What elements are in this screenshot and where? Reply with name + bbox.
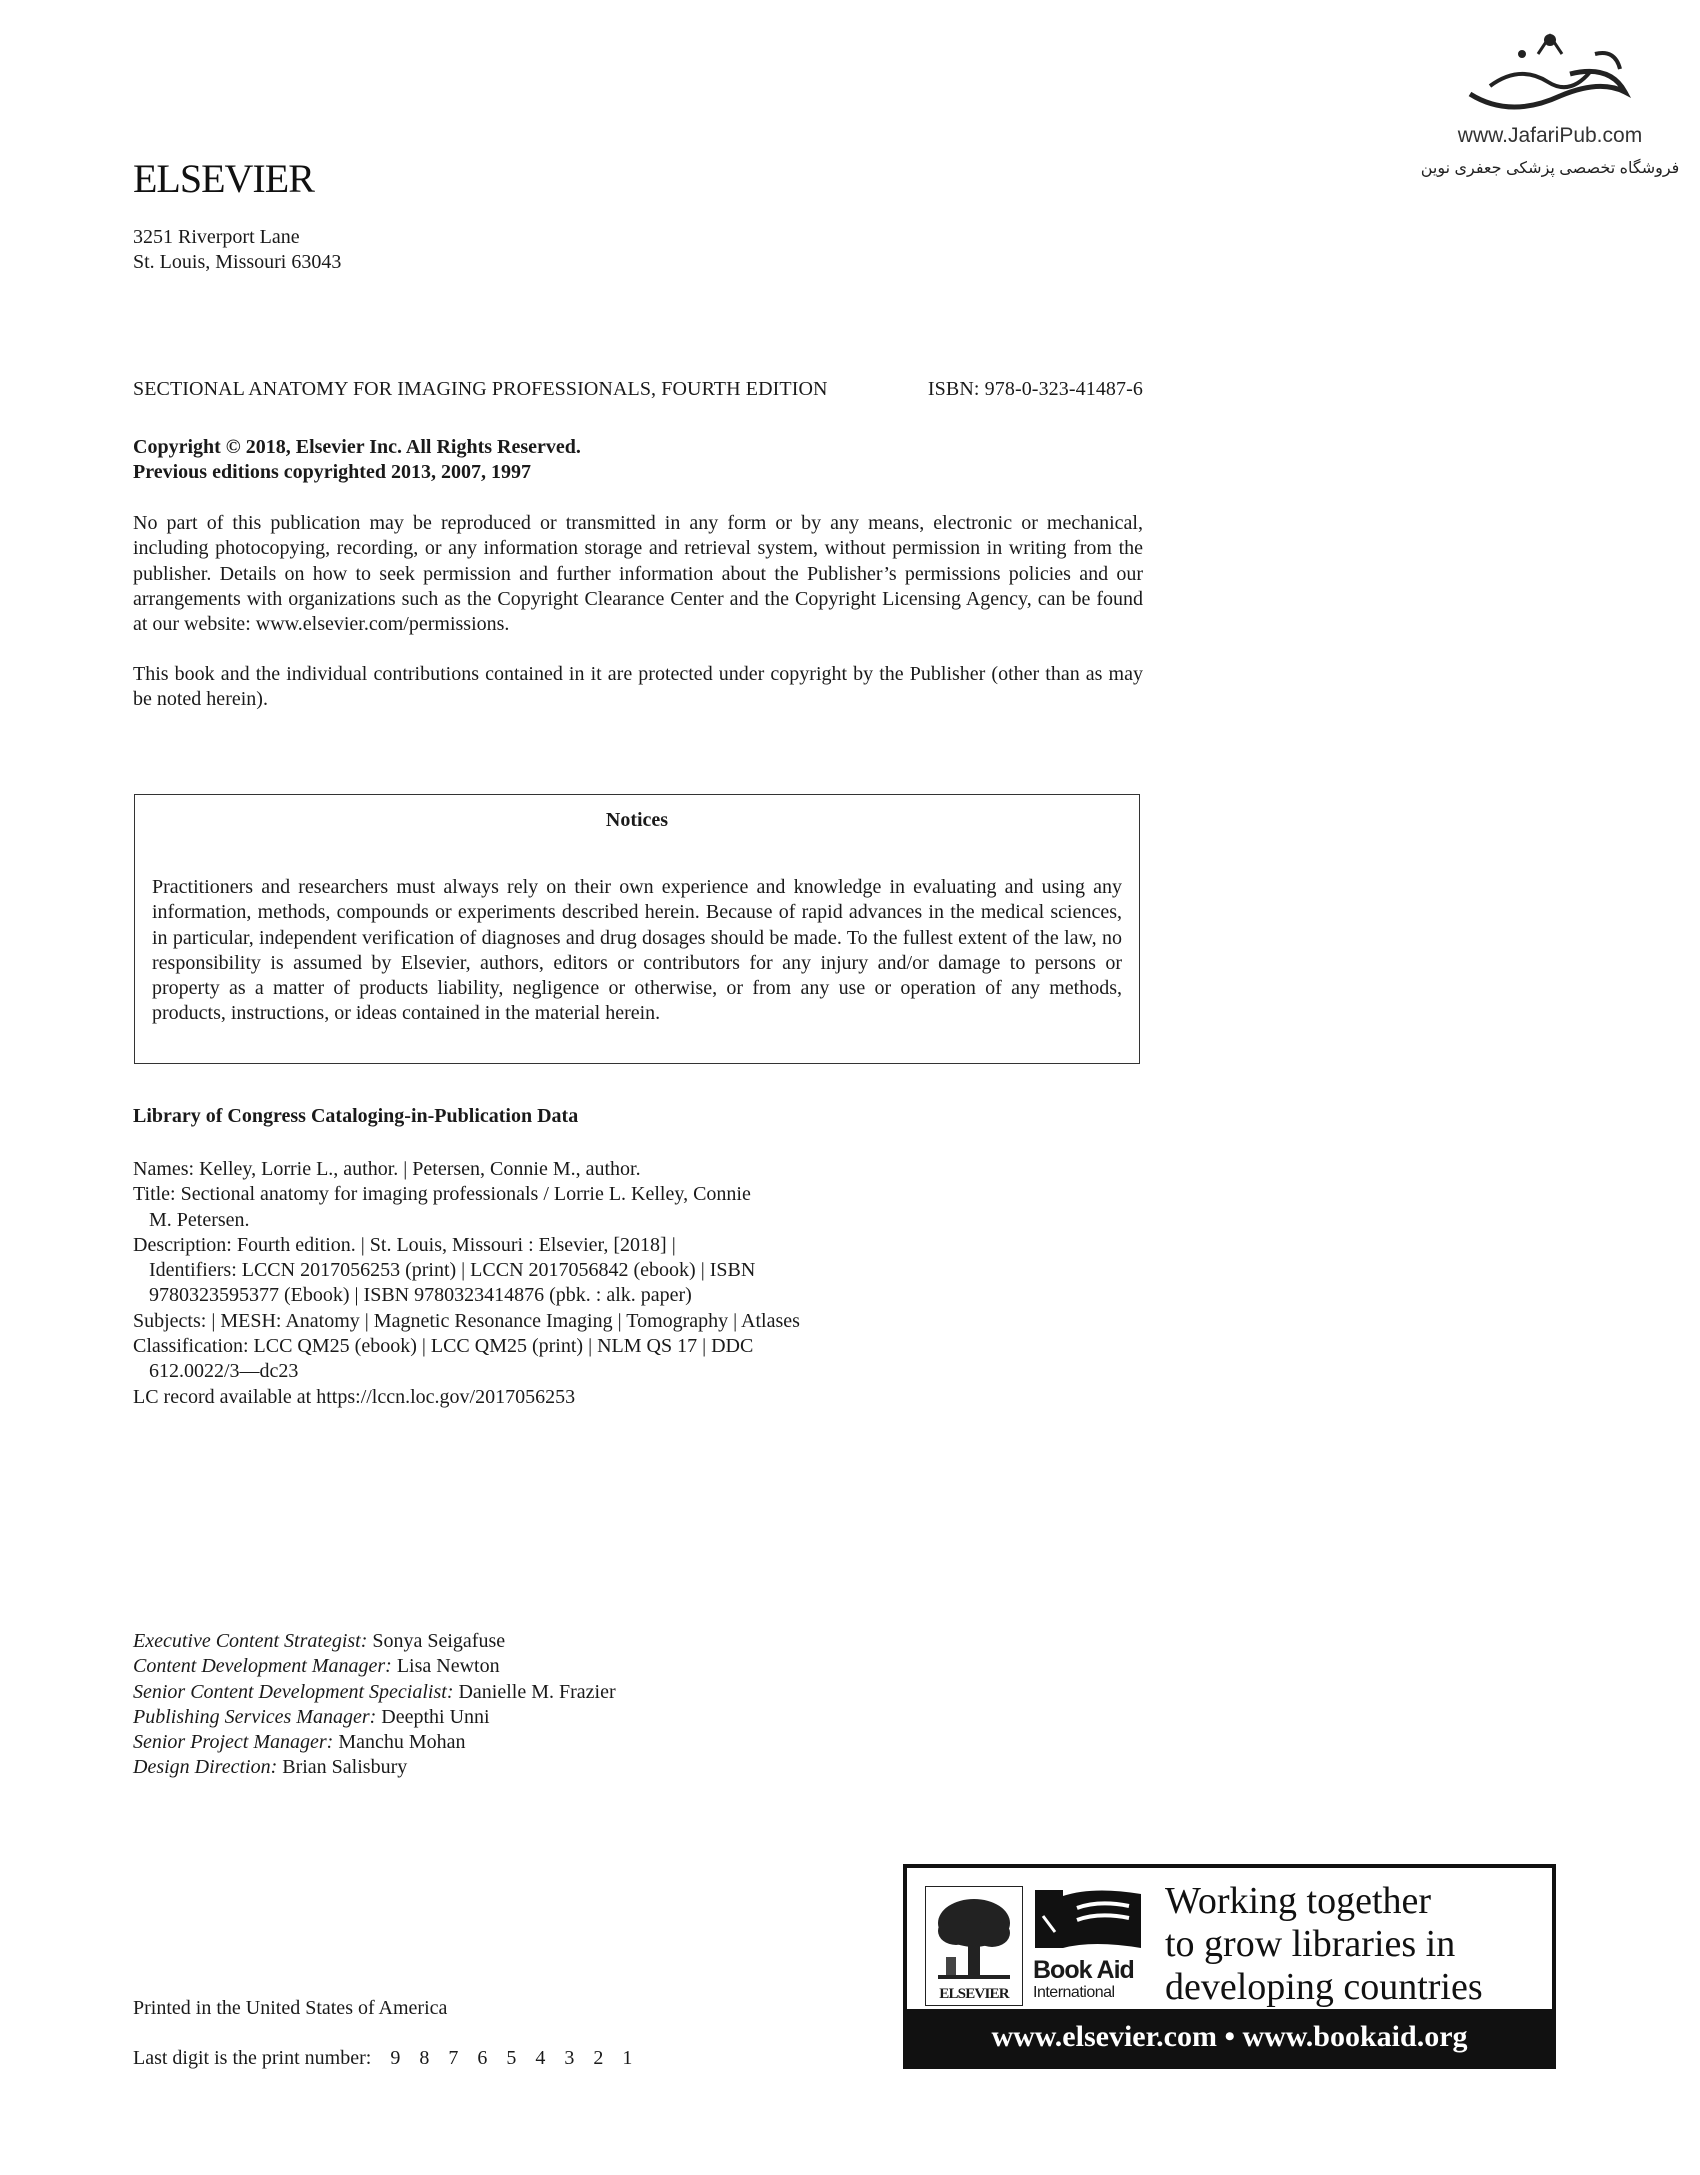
print-digit: 5 <box>506 2047 517 2069</box>
bookaid-banner <box>903 1864 1556 2069</box>
book-title: SECTIONAL ANATOMY FOR IMAGING PROFESSIONALS, FOURTH EDITION <box>133 378 828 400</box>
copyright-line2: Previous editions copyrighted 2013, 2007, 1997 <box>133 461 531 484</box>
credits-list <box>133 1629 616 1781</box>
credit-item <box>133 1705 616 1730</box>
cataloging-line: Subjects: | MESH: Anatomy | Magnetic Resonance Imaging | Tomography | Atlases <box>133 1309 800 1332</box>
watermark-tagline: فروشگاه تخصصی پزشکی جعفری نوین <box>1420 160 1680 177</box>
print-digit: 4 <box>535 2047 546 2069</box>
bookaid-slogan <box>1165 1880 1483 2009</box>
notices-title: Notices <box>605 809 669 831</box>
cataloging-data <box>133 1157 800 1410</box>
copyright-block <box>133 435 581 486</box>
slogan-line: Working together <box>1165 1880 1432 1922</box>
cataloging-line: 612.0022/3—dc23 <box>149 1360 299 1383</box>
cataloging-line: 9780323595377 (Ebook) | ISBN 9780323414876 (pbk. : alk. paper) <box>149 1284 692 1307</box>
print-digits <box>376 2047 632 2069</box>
print-digit: 2 <box>593 2047 604 2069</box>
permissions-paragraph: No part of this publication may be reproduced or transmitted in any form or by any means, electronic or mechanical, including photocopying, recording, or any information storage and retrieval system, without permission in writing from the publisher. Details on how to seek permission and further information about the Publisher’s permissions policies and our arrangements with organizations such as the Copyright Clearance Center and the Copyright Licensing Agency, can be found at our website: www.elsevier.com/permissions. <box>133 512 1143 636</box>
book-title-line <box>133 378 1143 401</box>
cataloging-line: M. Petersen. <box>149 1208 250 1231</box>
credit-item <box>133 1730 616 1755</box>
bookaid-content <box>925 1880 1534 2009</box>
protection-paragraph: This book and the individual contributions contained in it are protected under copyright by the Publisher (other than as may be noted herein). <box>133 663 1143 711</box>
copyright-line1: Copyright © 2018, Elsevier Inc. All Rights Reserved. <box>133 436 581 458</box>
address-line2: St. Louis, Missouri 63043 <box>133 251 342 274</box>
cataloging-line: Title: Sectional anatomy for imaging professionals / Lorrie L. Kelley, Connie <box>133 1183 751 1206</box>
print-digit: 1 <box>622 2047 633 2069</box>
print-digit: 9 <box>390 2047 401 2069</box>
print-digit: 3 <box>564 2047 575 2069</box>
credit-name: Lisa Newton <box>391 1655 500 1678</box>
print-number-label: Last digit is the print number: <box>133 2047 372 2069</box>
elsevier-tree-logo <box>925 1886 1023 2006</box>
bookaid-subtitle: International <box>1033 1984 1115 2001</box>
address-line1: 3251 Riverport Lane <box>133 226 300 248</box>
credit-name: Deepthi Unni <box>376 1705 490 1728</box>
book-isbn: ISBN: 978-0-323-41487-6 <box>927 378 1143 400</box>
cataloging-line: Classification: LCC QM25 (ebook) | LCC QM25 (print) | NLM QS 17 | DDC <box>133 1335 754 1358</box>
credit-name: Manchu Mohan <box>333 1731 466 1754</box>
jafaripub-logo-icon <box>1450 24 1650 124</box>
cataloging-heading: Library of Congress Cataloging-in-Publication Data <box>133 1105 579 1127</box>
print-digit: 6 <box>477 2047 488 2069</box>
open-book-icon <box>1033 1886 1145 1954</box>
credit-role: Publishing Services Manager: <box>133 1705 377 1728</box>
printed-in: Printed in the United States of America <box>133 1997 448 2019</box>
credit-role: Senior Project Manager: <box>133 1731 334 1754</box>
publisher-name: ELSEVIER <box>133 156 314 201</box>
notices-text: Practitioners and researchers must always rely on their own experience and knowledge in evaluating and using any information, methods, compounds or experiments described herein. Because of rapid advances in the medical sciences, in particular, independent verification of diagnoses and drug dosages should be made. To the fullest extent of the law, no responsibility is assumed by Elsevier, authors, editors or contributors for any injury and/or damage to persons or property as a matter of products liability, negligence or otherwise, or from any use or operation of any methods, products, instructions, or ideas contained in the material herein. <box>152 876 1122 1025</box>
credit-item <box>133 1629 616 1654</box>
print-digit: 7 <box>448 2047 459 2069</box>
slogan-line: developing countries <box>1165 1966 1483 2008</box>
credit-role: Content Development Manager: <box>133 1655 392 1678</box>
credit-name: Danielle M. Frazier <box>453 1680 616 1703</box>
credit-item <box>133 1680 616 1705</box>
cataloging-line: LC record available at https://lccn.loc.gov/2017056253 <box>133 1385 576 1408</box>
cataloging-line: Description: Fourth edition. | St. Louis, Missouri : Elsevier, [2018] | <box>133 1233 676 1256</box>
cataloging-line: Names: Kelley, Lorrie L., author. | Petersen, Connie M., author. <box>133 1158 641 1180</box>
watermark-url: www.JafariPub.com <box>1457 124 1643 147</box>
notices-box <box>134 794 1140 1064</box>
print-digit: 8 <box>419 2047 430 2069</box>
elsevier-logo-label: ELSEVIER <box>939 1986 1009 2002</box>
cataloging-line: Identifiers: LCCN 2017056253 (print) | LCCN 2017056842 (ebook) | ISBN <box>149 1259 756 1282</box>
print-number-line <box>133 2047 632 2070</box>
bookaid-logo <box>1033 1886 1145 2006</box>
credit-role: Design Direction: <box>133 1756 278 1779</box>
watermark <box>1420 24 1680 194</box>
credit-role: Executive Content Strategist: <box>133 1630 368 1652</box>
credit-name: Brian Salisbury <box>277 1756 408 1779</box>
credit-item <box>133 1654 616 1679</box>
credit-item <box>133 1755 616 1780</box>
bookaid-footer-urls: www.elsevier.com • www.bookaid.org <box>907 2009 1552 2065</box>
credit-role: Senior Content Development Specialist: <box>133 1680 454 1703</box>
elsevier-tree-icon <box>926 1891 1022 1986</box>
bookaid-name: Book Aid <box>1033 1956 1134 1984</box>
credit-name: Sonya Seigafuse <box>367 1630 506 1652</box>
publisher-address <box>133 225 341 276</box>
slogan-line: to grow libraries in <box>1165 1923 1456 1965</box>
